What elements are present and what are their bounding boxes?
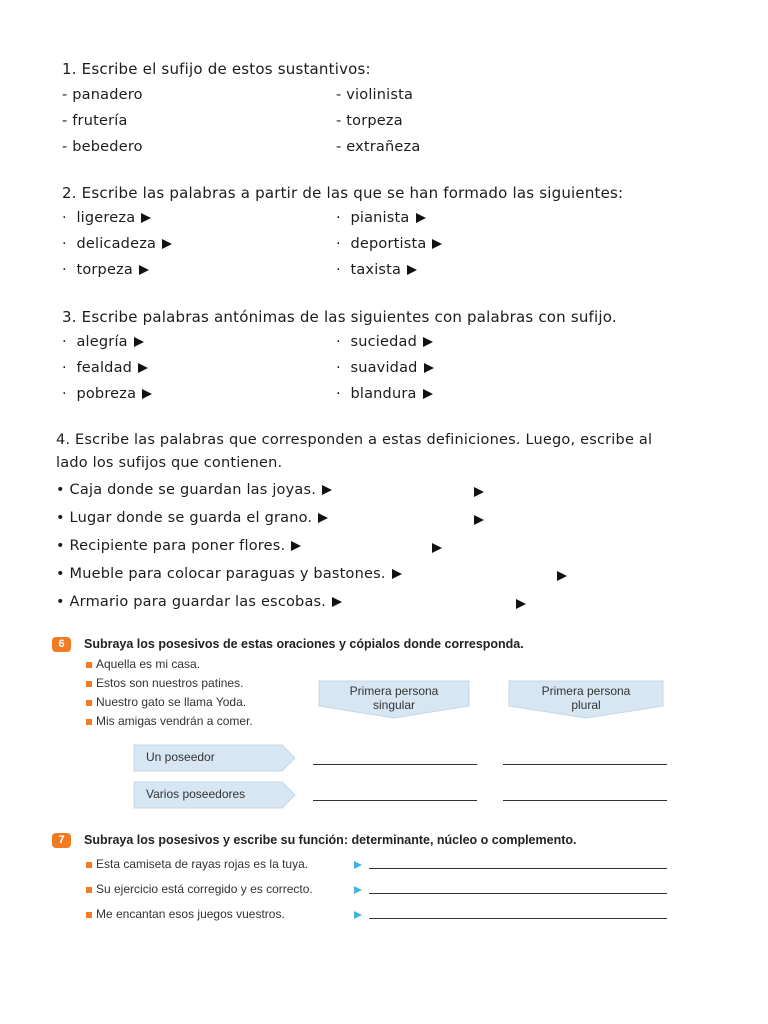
answer-line[interactable] — [313, 764, 477, 765]
answer-line[interactable] — [503, 764, 667, 765]
ex2-title: 2. Escribe las palabras a partir de las que se han formado las siguientes: — [62, 184, 624, 202]
ex4-title-line2: lado los sufijos que contienen. — [56, 455, 283, 471]
bullet-square-icon — [86, 912, 92, 918]
ex6-item-2: Estos son nuestros patines. — [96, 676, 244, 690]
ex3-left-2: · fealdad — [62, 360, 148, 376]
ex7-number-badge: 7 — [52, 833, 71, 848]
arrow-icon — [354, 861, 362, 869]
ex3-left-1-word: alegría — [76, 334, 128, 350]
ex1-right-3: - extrañeza — [336, 139, 421, 155]
ex3-right-1-word: suciedad — [350, 334, 417, 350]
ex6-item-4: Mis amigas vendrán a comer. — [96, 714, 253, 728]
ex7-item-3: Me encantan esos juegos vuestros. — [96, 907, 285, 921]
ex1-left-2: - frutería — [62, 113, 128, 129]
ex1-title: 1. Escribe el sufijo de estos sustantivos: — [62, 60, 371, 78]
ex1-left-1: - panadero — [62, 87, 143, 103]
arrow-icon — [139, 265, 149, 275]
ex2-left-2-word: delicadeza — [76, 236, 157, 252]
ex4-item-5-text: • Armario para guardar las escobas. — [56, 594, 327, 610]
ex2-right-3: · taxista — [336, 262, 417, 278]
arrow-icon — [424, 363, 434, 373]
ex4-title-line1: 4. Escribe las palabras que corresponden a estas definiciones. Luego, escribe al — [56, 432, 653, 448]
ex1-right-2: - torpeza — [336, 113, 403, 129]
ex2-right-1-word: pianista — [350, 210, 410, 226]
ex1-left-3: - bebedero — [62, 139, 143, 155]
ex2-left-1: · ligereza — [62, 210, 151, 226]
arrow-icon — [142, 389, 152, 399]
ex3-left-3: · pobreza — [62, 386, 152, 402]
answer-line[interactable] — [369, 918, 667, 919]
arrow-icon — [138, 363, 148, 373]
bullet-square-icon — [86, 662, 92, 668]
ex7-item-2: Su ejercicio está corregido y es correcto. — [96, 882, 313, 896]
arrow-icon — [423, 337, 433, 347]
arrow-icon — [291, 541, 301, 551]
bullet-square-icon — [86, 887, 92, 893]
arrow-icon — [474, 487, 484, 497]
ex7-item-1: Esta camiseta de rayas rojas es la tuya. — [96, 857, 309, 871]
ex2-left-2: · delicadeza — [62, 236, 172, 252]
ex6-col1-line1: Primera persona — [349, 684, 439, 698]
arrow-icon — [322, 485, 332, 495]
ex1-right-1: - violinista — [336, 87, 414, 103]
arrow-icon — [432, 239, 442, 249]
bullet-square-icon — [86, 862, 92, 868]
ex4-item-3-text: • Recipiente para poner flores. — [56, 538, 286, 554]
ex6-col2-line2: plural — [571, 698, 601, 712]
answer-line[interactable] — [369, 868, 667, 869]
ex4-item-2 — [56, 510, 328, 526]
ex3-left-2-word: fealdad — [76, 360, 133, 376]
answer-line[interactable] — [313, 800, 477, 801]
ex3-right-3-word: blandura — [350, 386, 417, 402]
ex2-left-3-word: torpeza — [76, 262, 133, 278]
ex6-col1-line2: singular — [372, 698, 416, 712]
arrow-icon — [407, 265, 417, 275]
arrow-icon — [423, 389, 433, 399]
ex3-left-1: · alegría — [62, 334, 144, 350]
ex3-right-1: · suciedad — [336, 334, 433, 350]
bullet-square-icon — [86, 719, 92, 725]
ex6-item-3: Nuestro gato se llama Yoda. — [96, 695, 247, 709]
arrow-icon — [416, 213, 426, 223]
arrow-icon — [141, 213, 151, 223]
ex6-item-1: Aquella es mi casa. — [96, 657, 201, 671]
arrow-icon — [318, 513, 328, 523]
arrow-icon — [354, 911, 362, 919]
answer-line[interactable] — [503, 800, 667, 801]
ex4-item-2-text: • Lugar donde se guarda el grano. — [56, 510, 313, 526]
ex4-item-5 — [56, 594, 342, 610]
arrow-icon — [557, 571, 567, 581]
ex2-left-1-word: ligereza — [76, 210, 136, 226]
ex3-right-2-word: suavidad — [350, 360, 418, 376]
ex4-item-4-text: • Mueble para colocar paraguas y bastones. — [56, 566, 386, 582]
arrow-icon — [432, 543, 442, 553]
ex4-item-1 — [56, 482, 332, 498]
ex2-left-3: · torpeza — [62, 262, 149, 278]
ex6-number-badge: 6 — [52, 637, 71, 652]
ex2-right-2-word: deportista — [350, 236, 427, 252]
ex6-row1-label: Un poseedor — [146, 750, 215, 764]
ex6-row2-label: Varios poseedores — [146, 787, 246, 801]
ex4-item-3 — [56, 538, 301, 554]
arrow-icon — [392, 569, 402, 579]
ex2-right-3-word: taxista — [350, 262, 402, 278]
ex4-item-4 — [56, 566, 402, 582]
ex3-left-3-word: pobreza — [76, 386, 137, 402]
ex2-right-2: · deportista — [336, 236, 442, 252]
bullet-square-icon — [86, 681, 92, 687]
ex7-title: Subraya los posesivos y escribe su función: determinante, núcleo o complemento. — [84, 833, 577, 847]
bullet-square-icon — [86, 700, 92, 706]
arrow-icon — [516, 599, 526, 609]
arrow-icon — [162, 239, 172, 249]
ex6-title: Subraya los posesivos de estas oraciones y cópialos donde corresponda. — [84, 637, 524, 651]
arrow-icon — [134, 337, 144, 347]
ex3-right-2: · suavidad — [336, 360, 434, 376]
ex3-right-3: · blandura — [336, 386, 433, 402]
ex2-right-1: · pianista — [336, 210, 426, 226]
answer-line[interactable] — [369, 893, 667, 894]
arrow-icon — [354, 886, 362, 894]
ex4-item-1-text: • Caja donde se guardan las joyas. — [56, 482, 317, 498]
arrow-icon — [474, 515, 484, 525]
ex3-title: 3. Escribe palabras antónimas de las siguientes con palabras con sufijo. — [62, 308, 617, 326]
ex6-col2-line1: Primera persona — [541, 684, 631, 698]
arrow-icon — [332, 597, 342, 607]
